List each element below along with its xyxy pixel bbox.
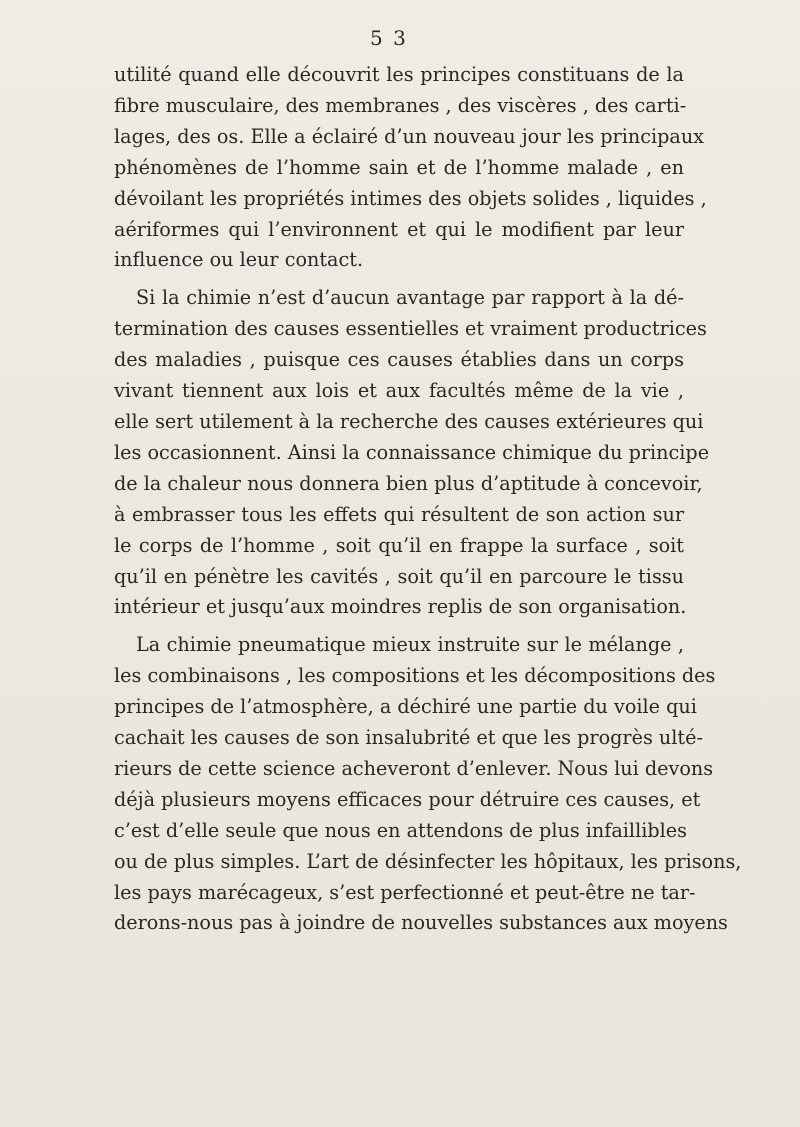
text-line: principes de l’atmosphère, a déchiré une partie du voile qui xyxy=(114,695,697,719)
text-line: déjà plusieurs moyens efficaces pour détruire ces causes, et xyxy=(114,787,701,811)
text-line: vivant tiennent aux lois et aux facultés même de la vie , xyxy=(114,379,684,403)
text-line: de la chaleur nous donnera bien plus d’aptitude à concevoir, xyxy=(114,471,703,495)
text-line: fibre musculaire, des membranes , des viscères , des carti- xyxy=(114,93,687,117)
text-line: à embrasser tous les effets qui résultent de son action sur xyxy=(114,502,684,526)
text-line: influence ou leur contact. xyxy=(114,248,364,272)
text-line: rieurs de cette science acheveront d’enlever. Nous lui devons xyxy=(114,756,714,780)
text-line: Si la chimie n’est d’aucun avantage par rapport à la dé- xyxy=(136,286,684,310)
text-line: cachait les causes de son insalubrité et que les progrès ulté- xyxy=(114,726,703,750)
paragraph-1 xyxy=(114,60,707,276)
text-line: lages, des os. Elle a éclairé d’un nouveau jour les principaux xyxy=(114,124,705,148)
body-text xyxy=(114,60,742,939)
text-line: qu’il en pénètre les cavités , soit qu’il en parcoure le tissu xyxy=(114,564,684,588)
text-line: derons-nous pas à joindre de nouvelles substances aux moyens xyxy=(114,911,728,935)
text-line: ou de plus simples. L’art de désinfecter les hôpitaux, les prisons, xyxy=(114,849,742,873)
text-line: les combinaisons , les compositions et les décompositions des xyxy=(114,664,716,688)
text-line: c’est d’elle seule que nous en attendons de plus infaillibles xyxy=(114,818,687,842)
text-line: utilité quand elle découvrit les principes constituans de la xyxy=(114,63,684,86)
text-line: aériformes qui l’environnent et qui le modifient par leur xyxy=(114,217,684,241)
paragraph-2 xyxy=(114,283,710,623)
text-line: les pays marécageux, s’est perfectionné et peut-être ne tar- xyxy=(114,880,696,904)
text-line: dévoilant les propriétés intimes des objets solides , liquides , xyxy=(114,186,707,210)
text-line: le corps de l’homme , soit qu’il en frappe la surface , soit xyxy=(114,533,684,557)
text-line: les occasionnent. Ainsi la connaissance chimique du principe xyxy=(114,440,710,464)
page-number: 5 3 xyxy=(370,26,408,50)
text-line: La chimie pneumatique mieux instruite sur le mélange , xyxy=(136,633,684,657)
text-line: intérieur et jusqu’aux moindres replis de son organisation. xyxy=(114,595,687,619)
text-line: termination des causes essentielles et vraiment productrices xyxy=(114,317,707,341)
text-line: elle sert utilement à la recherche des causes extérieures qui xyxy=(114,409,704,433)
paragraph-3 xyxy=(114,630,742,939)
text-line: phénomènes de l’homme sain et de l’homme malade , en xyxy=(114,155,684,179)
text-line: des maladies , puisque ces causes établies dans un corps xyxy=(114,348,684,372)
